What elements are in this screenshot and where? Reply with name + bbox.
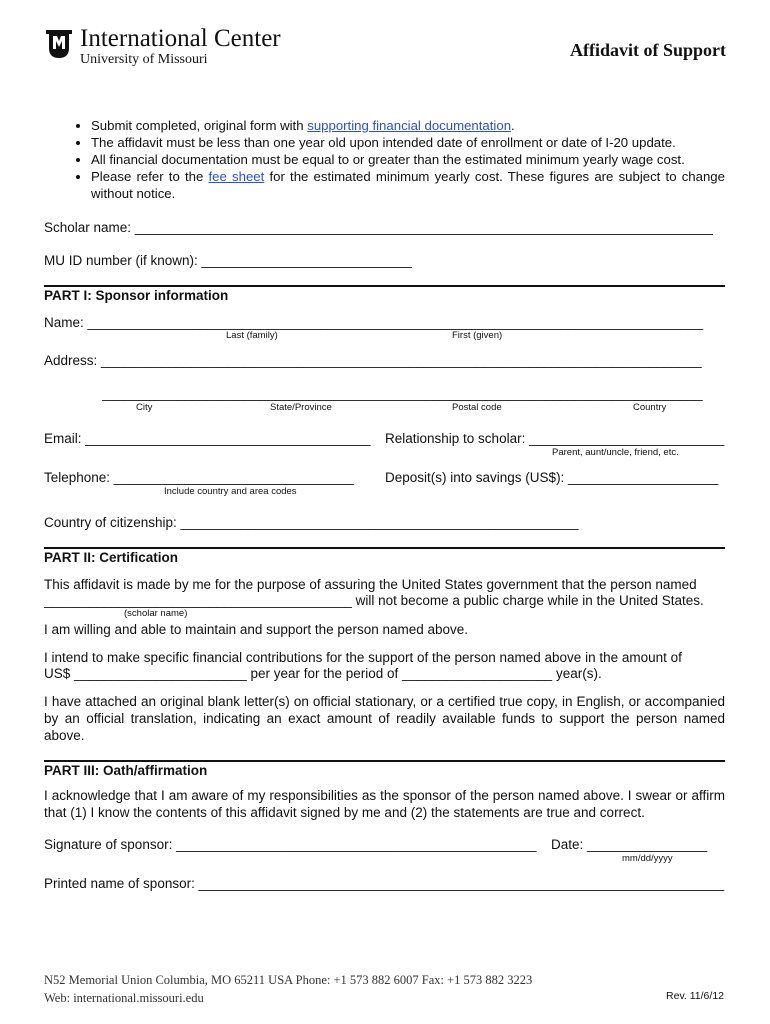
contribution-amount-field[interactable]: US$ _______________________ per year for the period of ____________________ year(s). [44,666,602,681]
attachment-text: I have attached an original blank letter(s) on official stationary, or a certified true copy, in English, or accompanied by an official translation, indicating an exact amount of readily available funds to support the person named above. [44,694,725,743]
sponsor-name-field[interactable]: Name: __________________________________________________________________________________ [44,315,704,330]
date-hint: mm/dd/yyyy [622,853,673,864]
contribution-text-line1: I intend to make specific financial contributions for the support of the person named above in the amount of [44,650,682,665]
scholar-name-field[interactable]: Scholar name: _____________________________________________________________________________ [44,220,713,235]
instruction-text: All financial documentation must be equal to or greater than the estimated minimum yearly wage cost. [91,152,685,167]
instruction-text: Please refer to the [91,169,209,184]
signature-field[interactable]: Signature of sponsor: ________________________________________________ [44,837,537,852]
instruction-text: Submit completed, original form with [91,118,308,133]
section-divider [44,760,725,762]
printed-name-field[interactable]: Printed name of sponsor: ______________________________________________________________________ [44,876,725,891]
supporting-documentation-link[interactable]: supporting financial documentation [307,118,512,133]
certification-scholar-field[interactable]: _________________________________________ will not become a public charge while in the United States. [44,593,704,608]
address-hint-country: Country [633,402,667,413]
page-title: Affidavit of Support [569,40,726,60]
instructions-list [44,117,725,202]
list-item [91,134,725,151]
address-field-line2[interactable]: ________________________________________________________________________________ [102,386,703,401]
list-item [91,151,725,168]
address-hint-postal: Postal code [452,402,502,413]
part2-heading: PART II: Certification [44,550,179,565]
telephone-hint: Include country and area codes [164,486,297,497]
part3-heading: PART III: Oath/affirmation [44,763,208,778]
part1-heading: PART I: Sponsor information [44,288,229,303]
relationship-field[interactable]: Relationship to scholar: __________________________ [385,431,725,446]
date-field[interactable]: Date: ________________ [551,837,708,852]
name-hint-first: First (given) [452,330,503,341]
section-divider [44,547,725,549]
citizenship-field[interactable]: Country of citizenship: _____________________________________________________ [44,515,579,530]
list-item [91,117,725,134]
relationship-hint: Parent, aunt/uncle, friend, etc. [552,447,679,458]
instruction-text: for the estimated minimum yearly cost. These figures are subject to change without notice. [91,169,725,201]
list-item [91,168,725,202]
org-subtitle: University of Missouri [80,52,208,67]
scholar-name-hint: (scholar name) [124,608,188,619]
address-hint-city: City [136,402,153,413]
address-field[interactable]: Address: ________________________________________________________________________________ [44,353,702,368]
footer-address: N52 Memorial Union Columbia, MO 65211 USA Phone: +1 573 882 6007 Fax: +1 573 882 3223 [44,973,533,987]
org-title: International Center [80,25,281,52]
instruction-text: . [511,118,515,133]
university-logo-icon [44,28,74,60]
fee-sheet-link[interactable]: fee sheet [208,169,265,184]
footer-web: Web: international.missouri.edu [44,991,204,1005]
deposits-field[interactable]: Deposit(s) into savings (US$): ____________________ [385,470,719,485]
name-hint-last: Last (family) [226,330,278,341]
certification-willing-text: I am willing and able to maintain and support the person named above. [44,622,469,637]
telephone-field[interactable]: Telephone: ________________________________ [44,470,355,485]
mu-id-field[interactable]: MU ID number (if known): ____________________________ [44,253,412,268]
address-hint-state: State/Province [270,402,332,413]
email-field[interactable]: Email: ______________________________________ [44,431,371,446]
revision-label: Rev. 11/6/12 [666,990,724,1002]
certification-text-line1: This affidavit is made by me for the purpose of assuring the United States government that the person named [44,577,697,592]
section-divider [44,285,725,287]
instruction-text: The affidavit must be less than one year old upon intended date of enrollment or date of I-20 update. [91,135,676,150]
oath-text: I acknowledge that I am aware of my responsibilities as the sponsor of the person named above. I swear or affirm that (1) I know the contents of this affidavit signed by me and (2) the statements are true and correct. [44,788,725,820]
